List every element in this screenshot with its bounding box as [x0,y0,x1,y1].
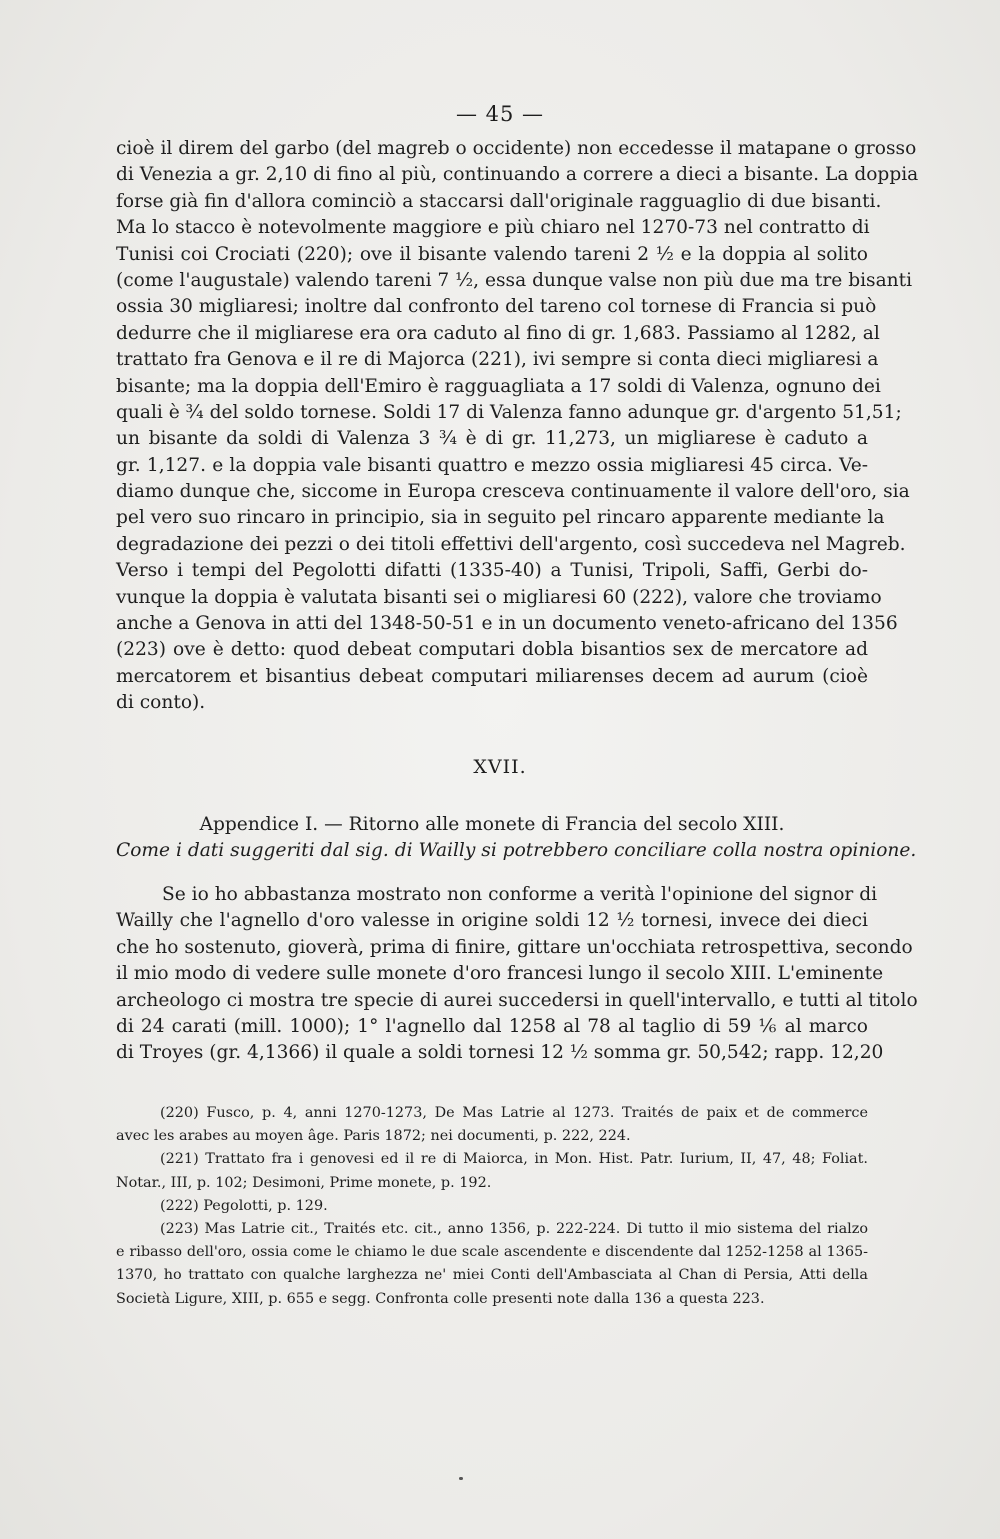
footnote-line: (220) Fusco, p. 4, anni 1270-1273, De Mas Latrie al 1273. Traités de paix et de commerce [160,1105,868,1121]
text-line: che ho sostenuto, gioverà, prima di finire, gittare un'occhiata retrospettiva, secondo [116,936,913,958]
text-line: (come l'augustale) valendo tareni 7 ½, essa dunque valse non più due ma tre bisanti [116,269,913,291]
text-line: il mio modo di vedere sulle monete d'oro francesi lungo il secolo XIII. L'eminente [116,963,884,985]
text-line: Se io ho abbastanza mostrato non conforme a verità l'opinione del signor di [162,884,878,905]
text-line: di Venezia a gr. 2,10 di fino al più, continuando a correre a dieci a bisante. La doppia [116,164,919,186]
page-number: — 45 — [455,102,545,126]
footnote-line: (222) Pegolotti, p. 129. [160,1197,328,1214]
text-line: Tunisi coi Crociati (220); ove il bisante valendo tareni 2 ½ e la doppia al solito [116,243,868,265]
text-line: pel vero suo rincaro in principio, sia in seguito pel rincaro apparente mediante la [116,507,885,529]
footnote-line: 1370, ho trattato con qualche larghezza ne' miei Conti dell'Ambasciata al Chan di Persia, Atti della [116,1267,868,1284]
section-heading: XVII. [473,756,527,778]
text-line: diamo dunque che, siccome in Europa cresceva continuamente il valore dell'oro, sia [116,481,910,503]
footnote-line: (221) Trattato fra i genovesi ed il re di Maiorca, in Mon. Hist. Patr. Iurium, II, 47, 48; Foliat. [160,1151,868,1168]
text-line: di conto). [116,692,206,714]
text-line: mercatorem et bisantius debeat computari miliarenses decem ad aurum (cioè [116,665,868,687]
text-line: di Troyes (gr. 4,1366) il quale a soldi tornesi 12 ½ somma gr. 50,542; rapp. 12,20 [116,1042,884,1064]
appendix-title-line: Appendice I. — Ritorno alle monete di Francia del secolo XIII. [199,814,785,835]
text-line: cioè il direm del garbo (del magreb o occidente) non eccedesse il matapane o grosso [116,138,917,159]
body-paragraph-2 [116,882,918,1067]
footnote-line: avec les arabes au moyen âge. Paris 1872; nei documenti, p. 222, 224. [116,1128,631,1145]
text-line: Wailly che l'agnello d'oro valesse in origine soldi 12 ½ tornesi, invece dei dieci [116,910,868,932]
appendix-title [116,812,917,865]
text-line: bisante; ma la doppia dell'Emiro è ragguagliata a 17 soldi di Valenza, ognuno dei [116,375,881,397]
text-line: quali è ¾ del soldo tornese. Soldi 17 di Valenza fanno adunque gr. d'argento 51,51; [116,401,902,423]
text-line: dedurre che il migliarese era ora caduto al fino di gr. 1,683. Passiamo al 1282, al [116,322,880,344]
ink-speck [459,1477,463,1480]
text-line: Ma lo stacco è notevolmente maggiore e più chiaro nel 1270-73 nel contratto di [116,217,870,239]
text-line: gr. 1,127. e la doppia vale bisanti quattro e mezzo ossia migliaresi 45 circa. Ve- [116,454,868,476]
footnote-line: Società Ligure, XIII, p. 655 e segg. Confronta colle presenti note dalla 136 a questa 223. [116,1290,765,1307]
text-line: forse già fin d'allora cominciò a staccarsi dall'originale ragguaglio di due bisanti. [116,190,882,212]
footnote-line: Notar., III, p. 102; Desimoni, Prime monete, p. 192. [116,1174,492,1191]
footnotes [116,1102,868,1311]
text-line: (223) ove è detto: quod debeat computari dobla bisantios sex de mercatore ad [116,639,868,661]
body-paragraph-1 [116,136,919,717]
text-line: ossia 30 migliaresi; inoltre dal confronto del tareno col tornese di Francia si può [116,296,877,318]
text-line: Verso i tempi del Pegolotti difatti (1335-40) a Tunisi, Tripoli, Saffi, Gerbi do- [116,560,868,582]
text-line: di 24 carati (mill. 1000); 1° l'agnello dal 1258 al 78 al taglio di 59 ⅙ al marco [116,1015,868,1037]
text-line: archeologo ci mostra tre specie di aurei succedersi in quell'intervallo, e tutti al titolo [116,989,918,1011]
appendix-subtitle-line: Come i dati suggeriti dal sig. di Wailly si potrebbero conciliare colla nostra opinione. [116,840,917,862]
text-line: vunque la doppia è valutata bisanti sei o migliaresi 60 (222), valore che troviamo [116,586,882,608]
footnote-line: e ribasso dell'oro, ossia come le chiamo le due scale ascendente e discendente dal 1252-1258 al 1365- [116,1244,868,1261]
text-line: un bisante da soldi di Valenza 3 ¾ è di gr. 11,273, un migliarese è caduto a [116,428,868,450]
text-line: trattato fra Genova e il re di Majorca (221), ivi sempre si conta dieci migliaresi a [116,349,879,371]
footnote-line: (223) Mas Latrie cit., Traités etc. cit., anno 1356, p. 222-224. Di tutto il mio sistema del rialzo [160,1220,868,1237]
text-line: degradazione dei pezzi o dei titoli effettivi dell'argento, così succedeva nel Magreb. [116,533,906,555]
text-line: anche a Genova in atti del 1348-50-51 e in un documento veneto-africano del 1356 [116,613,898,635]
